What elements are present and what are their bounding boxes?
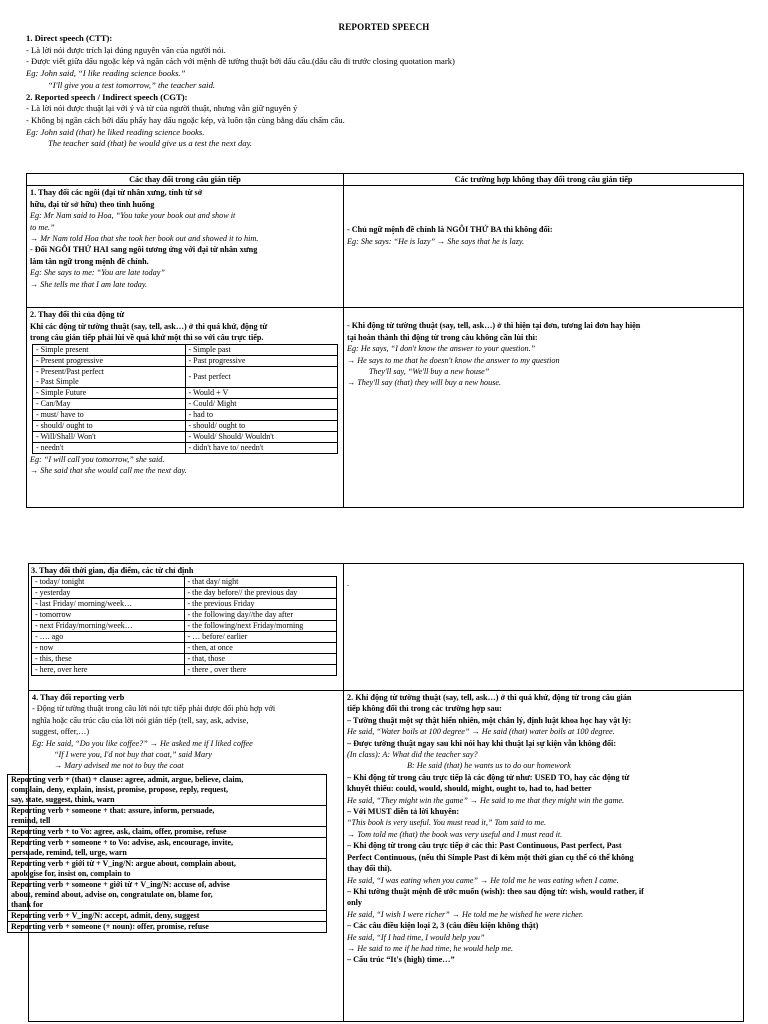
text-line: – Khi tường thuật mệnh đề ước muốn (wish): theo sau động từ: wish, would rather, if (347, 886, 644, 896)
time-row (32, 654, 337, 665)
text-line: → Mary advised me not to buy the coat (54, 761, 184, 771)
direct-form: - here, over here (32, 665, 185, 676)
text-line: Eg: She says to me: “You are late today” (30, 268, 165, 278)
text-line: làm tân ngữ trong mệnh đề chính. (30, 256, 149, 266)
reported-form: - the following/next Friday/morning (184, 621, 337, 632)
verb-pattern-line: Reporting verb + someone + giới từ + V_ing/N: accuse of, advise (11, 879, 230, 889)
verb-pattern-row (8, 879, 327, 910)
text-line: – Với MUST diễn tả lời khuyên: (347, 807, 460, 817)
text-line: – Tường thuật một sự thật hiển nhiên, một chân lý, định luật khoa học hay vật lý: (347, 715, 632, 725)
header-right: Các trường hợp không thay đổi trong câu gián tiếp (344, 174, 744, 186)
text-line: tại hoàn thành thì động từ trong câu không cần lùi thì: (347, 332, 538, 342)
time-row (32, 632, 337, 643)
verb-pattern-line: Reporting verb + V_ing/N: accept, admit, deny, suggest (11, 910, 200, 920)
text-line: suggest, offer,…) (32, 727, 90, 737)
changes-table-1 (26, 173, 744, 508)
text-line: khuyết thiếu: could, would, should, might, ought to, had to, had better (347, 784, 592, 794)
tense-row (33, 398, 338, 409)
tense-nochange-cell (344, 308, 744, 508)
text-line: - Đổi NGÔI THỨ HAI sang ngôi tương ứng với đại từ nhân xưng (30, 245, 258, 255)
text-line: → He says to me that he doesn't know the answer to my question (347, 355, 560, 365)
text-line: Eg: “I will call you tomorrow,” she said. (30, 454, 165, 464)
verb-pattern-line: Reporting verb + (that) + clause: agree, admit, argue, believe, claim, (11, 774, 244, 784)
text-line: → She tells me that I am late today. (30, 279, 148, 289)
header-left: Các thay đổi trong câu gián tiếp (27, 174, 344, 186)
page-title: REPORTED SPEECH (338, 22, 430, 32)
direct-form: - next Friday/morning/week… (32, 621, 185, 632)
verb-pattern-line: Reporting verb + someone + to Vo: advise, ask, encourage, invite, (11, 837, 233, 847)
text-line: hữu, đại từ sở hữu) theo tình huống (30, 199, 155, 209)
reported-form: - the day before// the previous day (184, 588, 337, 599)
time-table (31, 576, 337, 676)
intro-section (26, 33, 746, 150)
reported-form: - the previous Friday (184, 599, 337, 610)
text-line: to me.” (30, 222, 55, 232)
tense-row (33, 366, 338, 387)
verb-pattern-row (8, 805, 327, 826)
direct-form: - should/ ought to (33, 420, 186, 431)
verb-pattern-row (8, 826, 327, 837)
tense-row (33, 442, 338, 453)
reporting-verb-cell (11, 691, 344, 1022)
text-line: B: He said (that) he wants us to do our homework (407, 761, 571, 771)
reporting-verb-table (7, 774, 327, 933)
text-line: - Khi động từ tường thuật (say, tell, ask…) ở thì hiện tại đơn, tương lai đơn hay hiện (347, 321, 641, 331)
text-line: – Khi động từ trong câu trực tiếp ở các thì: Past Continuous, Past perfect, Past (347, 841, 622, 851)
tense-row (33, 420, 338, 431)
text-line: - Động từ tường thuật trong câu lời nói tực tiếp phải được đổi phù hợp với (32, 704, 276, 714)
text-line: They'll say, “We'll buy a new house” (369, 367, 490, 377)
text-line: The teacher said (that) he would give us a test the next day. (48, 138, 253, 149)
text-line: Perfect Continuous, (nếu thì Simple Past đi kèm một thời gian cụ thể có thể không (347, 852, 634, 862)
verb-pattern-line: thank for (11, 899, 44, 909)
verb-pattern-line: Reporting verb + to Vo: agree, ask, claim, offer, promise, refuse (11, 826, 227, 836)
reported-form: - should/ ought to (185, 420, 338, 431)
verb-pattern-line: Reporting verb + someone (+ noun): offer, promise, refuse (11, 921, 209, 931)
text-line: - Được viết giữa dấu ngoặc kép và ngăn cách với mệnh đề tường thuật bởi dấu câu.(dấu câu đi trước closing quotation mark) (26, 56, 455, 67)
direct-form: - Simple Future (33, 387, 186, 398)
time-row (32, 577, 337, 588)
reported-form: - Past progressive (185, 355, 338, 366)
direct-form: - Simple present (33, 344, 186, 355)
reported-form: - Could/ Might (185, 398, 338, 409)
verb-pattern-line: Reporting verb + someone + that: assure, inform, persuade, (11, 805, 215, 815)
text-line: 2. Reported speech / Indirect speech (CGT): (26, 91, 188, 102)
reported-form: - then, at once (184, 643, 337, 654)
text-line: He said, “Water boils at 100 degree” → He said (that) water boils at 100 degree. (347, 727, 615, 737)
person-nochange-cell (344, 186, 744, 308)
tense-row (33, 344, 338, 355)
text-line: – Các câu điều kiện loại 2, 3 (câu điều kiện không thật) (347, 921, 539, 931)
text-line: Eg: John said (that) he liked reading science books. (26, 126, 205, 137)
text-line: (In class): A: What did the teacher say? (347, 750, 478, 760)
direct-form: - Present/Past perfect - Past Simple (33, 366, 186, 387)
text-line: - Là lời nói được trích lại đúng nguyên văn của người nói. (26, 44, 226, 55)
verb-pattern-line: apologise for, insist on, complain to (11, 868, 131, 878)
direct-form: - yesterday (32, 588, 185, 599)
direct-form: - Present progressive (33, 355, 186, 366)
text-line: tiếp không đổi thì trong các trường hợp sau: (347, 704, 502, 714)
text-line: 1. Direct speech (CTT): (26, 33, 113, 43)
reported-form: - that, those (184, 654, 337, 665)
text-line: “This book is very useful. You must read it,” Tom said to me. (347, 818, 547, 828)
text-line: → Mr Nam told Hoa that she took her book out and showed it to him. (30, 234, 259, 244)
direct-form: - now (32, 643, 185, 654)
text-line: 4. Thay đổi reporting verb (32, 693, 125, 702)
reported-form: - there , over there (184, 665, 337, 676)
time-place-title: 3. Thay đổi thời gian, địa điểm, các từ chỉ định (31, 566, 194, 575)
text-line: - Là lời nói được thuật lại với ý và từ của người thuật, nhưng vẫn giữ nguyên ý (26, 103, 298, 114)
text-line: He said, “I was eating when you came” → He told me he was eating when I came. (347, 875, 619, 885)
text-line: Eg: He said, “Do you like coffee?” → He asked me if I liked coffee (32, 738, 253, 748)
text-line: → She said that she would call me the next day. (30, 466, 187, 476)
reported-form: - the following day//the day after (184, 610, 337, 621)
time-place-cell (29, 564, 344, 691)
text-line: - Chủ ngữ mệnh đề chính là NGÔI THỨ BA thì không đổi: (347, 225, 553, 235)
text-line: 2. Thay đổi thì của động từ (30, 310, 125, 320)
text-line: He said, “I wish I were richer” → He told me he wished he were richer. (347, 909, 584, 919)
text-line: Eg: Mr Nam said to Hoa, “You take your book out and show it (30, 211, 236, 221)
tense-row (33, 409, 338, 420)
text-line: 1. Thay đổi các ngôi (đại từ nhân xưng, tính từ sở (30, 188, 203, 198)
text-line: He said, “They might win the game” → He said to me that they might win the game. (347, 795, 625, 805)
verb-pattern-row (8, 837, 327, 858)
reported-form: - Would/ Should/ Wouldn't (185, 431, 338, 442)
reported-form: - Simple past (185, 344, 338, 355)
text-line: nghĩa hoặc cấu trúc câu của lời nói gián tiếp (tell, say, ask, advise, (32, 715, 249, 725)
text-line: – Được tường thuật ngay sau khi nói hay khi thuật lại sự kiện vẫn không đổi: (347, 738, 617, 748)
reported-form: - Past perfect (185, 366, 338, 387)
time-row (32, 621, 337, 632)
direct-form: - must/ have to (33, 409, 186, 420)
time-place-right: . (344, 564, 744, 691)
text-line: Eg: He says, “I don't know the answer to your question.” (347, 344, 536, 354)
text-line: → They'll say (that) they will buy a new house. (347, 378, 502, 388)
direct-form: - …. ago (32, 632, 185, 643)
verb-pattern-line: persuade, remind, tell, urge, warn (11, 847, 127, 857)
direct-form: - this, these (32, 654, 185, 665)
text-line: 2. Khi động từ tường thuật (say, tell, ask…) ở thì quá khứ, động từ trong câu gián (347, 693, 632, 702)
reported-form: - that day/ night (184, 577, 337, 588)
changes-table-2 (11, 563, 744, 1022)
person-change-cell (27, 186, 344, 308)
direct-form: - Will/Shall/ Won't (33, 431, 186, 442)
text-line: – Cấu trúc “It's (high) time…” (347, 955, 455, 965)
text-line: Khi các động từ tường thuật (say, tell, ask…) ở thì quá khứ, động từ (30, 321, 268, 331)
tense-change-cell (27, 308, 344, 508)
time-row (32, 599, 337, 610)
tense-table (32, 344, 338, 454)
text-line: → He said to me if he had time, he would help me. (347, 943, 513, 953)
text-line: “If I were you, I'd not buy that coat,” said Mary (54, 750, 212, 760)
text-line: - Không bị ngăn cách bởi dấu phẩy hay dấu ngoặc kép, và luôn tận cùng bằng dấu chấm câu. (26, 114, 345, 125)
verb-pattern-line: about, remind about, advise on, congratulate on, blame for, (11, 889, 213, 899)
time-row (32, 665, 337, 676)
verb-pattern-line: say, state, suggest, think, warn (11, 794, 115, 804)
verb-pattern-line: Reporting verb + giới từ + V_ing/N: argue about, complain about, (11, 858, 236, 868)
direct-form: - today/ tonight (32, 577, 185, 588)
time-row (32, 610, 337, 621)
text-line: He said, “If I had time, I would help you” (347, 932, 485, 942)
verb-pattern-row (8, 910, 327, 921)
text-line: → Tom told me (that) the book was very useful and I must read it. (347, 829, 563, 839)
text-line: Eg: John said, “I like reading science books.” (26, 68, 186, 79)
verb-pattern-line: remind, tell (11, 815, 51, 825)
text-line: Eg: She says: “He is lazy” → She says that he is lazy. (347, 236, 525, 246)
verb-pattern-row (8, 774, 327, 805)
tense-row (33, 387, 338, 398)
tense-row (33, 431, 338, 442)
direct-form: - needn't (33, 442, 186, 453)
time-row (32, 643, 337, 654)
text-line: trong câu gián tiếp phải lùi về quá khứ một thì so với câu trực tiếp. (30, 333, 264, 343)
reported-form: - Would + V (185, 387, 338, 398)
direct-form: - tomorrow (32, 610, 185, 621)
tense-row (33, 355, 338, 366)
reported-form: - … before/ earlier (184, 632, 337, 643)
time-row (32, 588, 337, 599)
text-line: “I'll give you a test tomorrow,” the teacher said. (48, 79, 216, 90)
reported-form: - didn't have to/ needn't (185, 442, 338, 453)
no-tense-change-cell (344, 691, 744, 1022)
direct-form: - last Friday/ morning/week… (32, 599, 185, 610)
text-line: only (347, 898, 363, 908)
text-line: thay đổi thì). (347, 864, 392, 874)
verb-pattern-row (8, 858, 327, 879)
verb-pattern-row (8, 921, 327, 932)
text-line: – Khi động từ trong câu trực tiếp là các động từ như: USED TO, hay các động từ (347, 772, 630, 782)
direct-form: - Can/May (33, 398, 186, 409)
verb-pattern-line: complain, deny, explain, insist, promise, propose, reply, request, (11, 784, 228, 794)
reported-form: - had to (185, 409, 338, 420)
